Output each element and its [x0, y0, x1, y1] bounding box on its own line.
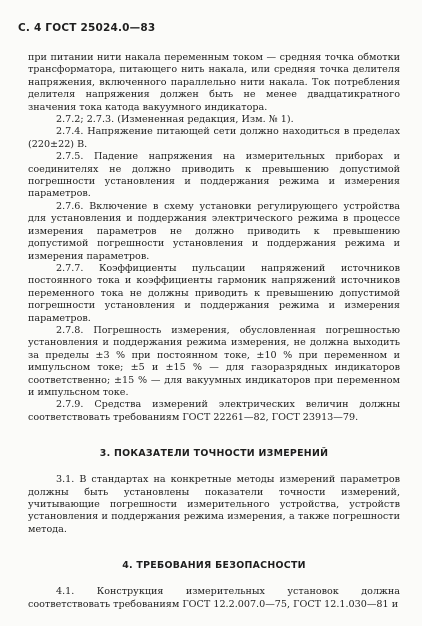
paragraph-3-1: 3.1. В стандартах на конкретные методы измерений параметров должны быть установлены показатели точности измерений, учитывающие погрешности измерительного устройства, устройств установления и поддержания режима измерения, а также погрешности метода.: [28, 474, 400, 535]
paragraph-2-7-6: 2.7.6. Включение в схему установки регулирующего устройства для установления и поддержания электрического режима в процессе измерения параметров не должно приводить к превышению допустимой погрешности установления и поддержания режима и измерения параметров.: [28, 200, 400, 262]
page-content: [28, 52, 400, 611]
section-3-heading: 3. ПОКАЗАТЕЛИ ТОЧНОСТИ ИЗМЕРЕНИЙ: [99, 448, 329, 460]
paragraph-2-7-8: 2.7.8. Погрешность измерения, обусловленная погрешностью установления и поддержания режима измерения, не должна выходить за пределы ±3 % при постоянном токе, ±10 % при переменном и импульсном токе; ±5 и ±15 % — для газоразрядных индикаторов соответственно; ±15 % — для вакуумных индикаторов при переменном и импульсном токе.: [28, 324, 400, 398]
section-4-heading: 4. ТРЕБОВАНИЯ БЕЗОПАСНОСТИ: [122, 560, 306, 572]
paragraph-2-7-5: 2.7.5. Падение напряжения на измерительных приборах и соединителях не должно приводить к превышению допустимой погрешности установления и поддержания режима и измерения параметров.: [28, 151, 400, 200]
spacer: [28, 424, 400, 448]
spacer: [28, 572, 400, 586]
paragraph-2-7-4: 2.7.4. Напряжение питающей сети должно находиться в пределах (220±22) В.: [28, 126, 400, 150]
paragraph-4-1: 4.1. Конструкция измерительных установок должна соответствовать требованиям ГОСТ 12.2.007.0—75, ГОСТ 12.1.030—81 и: [28, 586, 400, 610]
running-header: С. 4 ГОСТ 25024.0—83: [18, 22, 156, 34]
paragraph-continuation: при питании нити накала переменным током — средняя точка обмотки трансформатора, питающего нить накала, или средняя точка делителя напряжения, включенного параллельно нити накала. Ток потребления делителя напряжения должен быть не менее двадцатикратного значения тока катода вакуумного индикатора.: [28, 52, 400, 113]
spacer: [28, 460, 400, 474]
paragraph-2-7-2: 2.7.2; 2.7.3. (Измененная редакция, Изм. № 1).: [56, 114, 294, 126]
spacer: [28, 536, 400, 560]
paragraph-2-7-9: 2.7.9. Средства измерений электрических величин должны соответствовать требованиям ГОСТ 22261—82, ГОСТ 23913—79.: [28, 399, 400, 423]
paragraph-2-7-7: 2.7.7. Коэффициенты пульсации напряжений источников постоянного тока и коэффициенты гармоник напряжений источников переменного тока не должны приводить к превышению допустимой погрешности установления и поддержания режима и измерения параметров.: [28, 262, 400, 324]
